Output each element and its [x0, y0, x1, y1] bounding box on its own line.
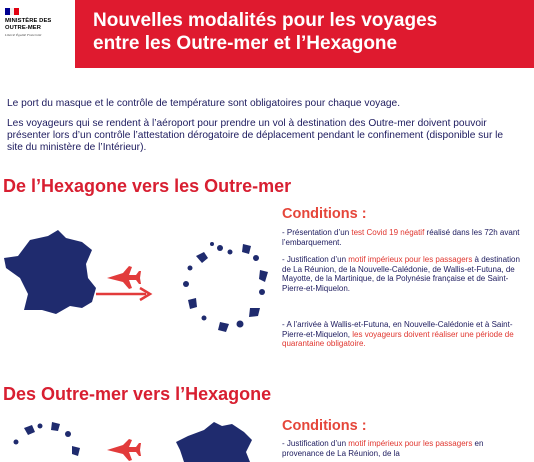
header-banner — [0, 0, 534, 68]
france-map-icon — [4, 230, 96, 314]
condition-covid-test — [282, 228, 522, 247]
condition-highlight: test Covid 19 négatif — [351, 228, 425, 237]
condition-highlight: les voyageurs doivent réaliser une période de quarantaine obligatoire. — [282, 329, 514, 349]
airplane-icon — [107, 266, 141, 289]
condition-imperative-reason-2 — [282, 439, 522, 458]
france-map-icon — [176, 422, 252, 462]
condition-text: - Présentation d’un — [282, 228, 352, 237]
ministry-name: MINISTÈRE DES OUTRE-MER — [5, 18, 52, 31]
condition-imperative-reason — [282, 255, 522, 293]
condition-text: - A l’arrivée à Wallis-et-Futuna, en Nouvelle-Calédonie et à Saint-Pierre-et-Miquelon, — [282, 320, 513, 339]
condition-highlight: motif impérieux pour les passagers — [348, 439, 473, 448]
conditions-title-1: Conditions : — [282, 206, 367, 222]
route-illustration-1 — [0, 226, 280, 346]
conditions-title-2: Conditions : — [282, 418, 367, 434]
intro-attestation-notice: Les voyageurs qui se rendent à l’aéroport pour prendre un vol à destination des Outre-mer doivent pouvoir présenter lors d’un contrôle l’attestation dérogatoire de déplacement pendant le confinement (disponible sur le site du ministère de l’Intérieur). — [7, 118, 504, 153]
condition-text: à destination de La Réunion, de la Nouvelle-Calédonie, de Wallis-et-Futuna, de Mayotte, de la Martinique, de la Polynésie française et de Saint-Pierre-et-Miquelon. — [282, 255, 520, 293]
page-title-line-1: Nouvelles modalités pour les voyages — [93, 10, 438, 31]
title-band — [75, 0, 534, 68]
condition-quarantine — [282, 320, 522, 349]
republic-motto: Liberté Égalité Fraternité — [5, 33, 42, 37]
overseas-territories-map-icon — [183, 242, 268, 332]
page-title — [93, 9, 523, 55]
condition-highlight: motif impérieux pour les passagers — [348, 255, 473, 264]
french-flag-icon — [5, 8, 19, 15]
overseas-territories-map-icon — [14, 422, 81, 456]
airplane-icon — [107, 439, 141, 461]
section-title-outremer-to-hexagone: Des Outre-mer vers l’Hexagone — [3, 384, 272, 404]
route-illustration-2 — [0, 412, 280, 462]
section-title-hexagone-to-outremer: De l’Hexagone vers les Outre-mer — [3, 176, 292, 196]
condition-text: - Justification d’un — [282, 439, 349, 448]
ministry-logo — [0, 0, 75, 68]
condition-text: réalisé dans les 72h avant l’embarquement. — [282, 228, 520, 247]
intro-mask-notice: Le port du masque et le contrôle de température sont obligatoires pour chaque voyage. — [7, 98, 401, 109]
page-title-line-2: entre les Outre-mer et l’Hexagone — [93, 33, 398, 54]
condition-text: - Justification d’un — [282, 255, 349, 264]
condition-text: en provenance de La Réunion, de la — [282, 439, 484, 458]
arrow-icon — [96, 288, 150, 300]
